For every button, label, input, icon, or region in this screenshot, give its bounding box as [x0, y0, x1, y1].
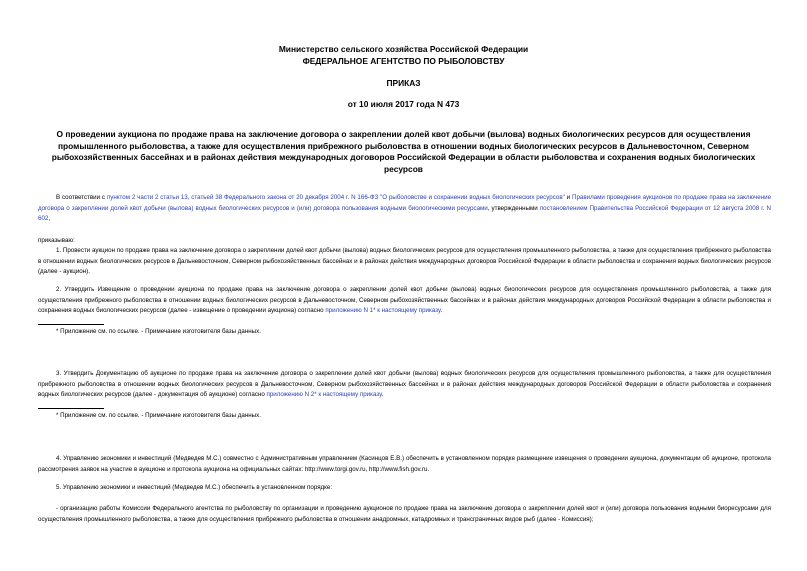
document-date-number: от 10 июля 2017 года N 473: [347, 99, 460, 109]
preamble-text: , утвержденными: [487, 204, 540, 212]
item-2-end: .: [440, 307, 443, 315]
item-2: [38, 285, 771, 317]
government-resolution-link[interactable]: постановлением Правительства Российской Федерации от 12 августа 2008 г. N 602: [38, 204, 771, 223]
appendix-2-link[interactable]: приложению N 2* к настоящему приказу: [266, 391, 382, 399]
item-2-text: 2. Утвердить Извещение о проведении аукциона по продаже права на заключение договора о закреплении долей квот добычи (вылова) водных биологических ресурсов для осуществления промышленного рыболовства, а также для осуществления прибрежного рыболовства в отношении водных биологических ресурсов в Дальневосточном, Северном рыбохозяйственных бассейнах и в районах действия международных договоров Российской Федерации в области рыболовства и сохранения водных биологических ресурсов (далее - извещение о проведении аукциона) согласно: [38, 286, 771, 315]
item-3-text: 3. Утвердить Документацию об аукционе по продаже права на заключение договора о закреплении долей квот добычи (вылова) водных биологических ресурсов для осуществления промышленного рыболовства, а также для осуществления прибрежного рыболовства в отношении водных биологических ресурсов в Дальневосточном, Северном рыбохозяйственных бассейнах и в районах действия международных договоров Российской Федерации в области рыболовства и сохранения водных биологических ресурсов (далее - документация об аукционе) согласно: [38, 370, 771, 399]
footnote-divider: [38, 324, 104, 325]
footnote-1: * Приложение см. по ссылке. - Примечание изготовителя базы данных.: [56, 328, 261, 335]
item-3: [38, 369, 771, 401]
footnote-2: * Приложение см. по ссылке. - Примечание изготовителя базы данных.: [56, 412, 261, 419]
item-5: 5. Управлению экономики и инвестиций (Медведев М.С.) обеспечить в установленном порядке:: [56, 484, 333, 491]
item-5-subitem: - организацию работы Комиссии Федерального агентства по рыболовству по организации и проведению аукционов по продаже права на заключение договора о закреплении долей квот и (или) договора пользования водными биоресурсами для осуществления промышленного рыболовства, а также для осуществления прибрежного рыболовства в отношении анадромных, катадромных и трансграничных видов рыб (далее - Комиссия);: [38, 505, 771, 523]
item-4: 4. Управлению экономики и инвестиций (Медведев М.С.) совместно с Административным управлением (Касинцов Е.В.) обеспечить в установленном порядке размещение извещения о проведении аукциона, документации об аукционе, протокола рассмотрения заявок на участие в аукционе и протокола аукциона на официальных сайтах: http://www.torgi.gov.ru, http://www.fish.gov.ru.: [38, 455, 771, 473]
preamble-text: ,: [48, 215, 51, 223]
preamble-paragraph: [38, 193, 771, 225]
ministry-name: Министерство сельского хозяйства Российской Федерации: [278, 44, 529, 54]
preamble-text: В соответствии с: [56, 194, 107, 201]
auction-rules-link[interactable]: Правилами проведения аукционов по продаже права на заключение договора о закреплении долей квот добычи (вылова) водных биологических ресурсов и (или) договора пользования водными биологическими ресурсами: [38, 194, 772, 212]
item-3-end: .: [381, 391, 384, 399]
agency-name: ФЕДЕРАЛЬНОЕ АГЕНТСТВО ПО РЫБОЛОВСТВУ: [302, 56, 505, 66]
document-title: О проведении аукциона по продаже права на заключение договора о закреплении долей квот добычи (вылова) водных биологических ресурсов для осуществления промышленного рыболовства, а также для осуществления прибрежного рыболовства в отношении водных биологических ресурсов в Дальневосточном, Северном рыбохозяйственных бассейнах и в районах действия международных договоров Российской Федерации в области рыболовства и сохранения водных биологических ресурсов: [51, 129, 756, 174]
item-1: 1. Провести аукцион по продаже права на заключение договора о закреплении долей квот добычи (вылова) водных биологических ресурсов для осуществления промышленного рыболовства, а также для осуществления прибрежного рыболовства в отношении водных биологических ресурсов в Дальневосточном, Северном рыбохозяйственных бассейнах и в районах действия международных договоров Российской Федерации в области рыболовства и сохранения водных биологических ресурсов (далее - аукцион).: [38, 247, 771, 276]
footnote-divider: [38, 408, 104, 409]
order-word: приказываю:: [38, 237, 75, 244]
law-166-fz-link[interactable]: пунктом 2 части 2 статьи 13, статьей 38 Федерального закона от 20 декабря 2004 г. N 166-ФЗ "О рыболовстве и сохранении водных биологических ресурсов": [106, 194, 565, 201]
preamble-text: и: [564, 194, 572, 201]
appendix-1-link[interactable]: приложению N 1* к настоящему приказу: [325, 307, 441, 315]
document-type: ПРИКАЗ: [386, 78, 421, 88]
